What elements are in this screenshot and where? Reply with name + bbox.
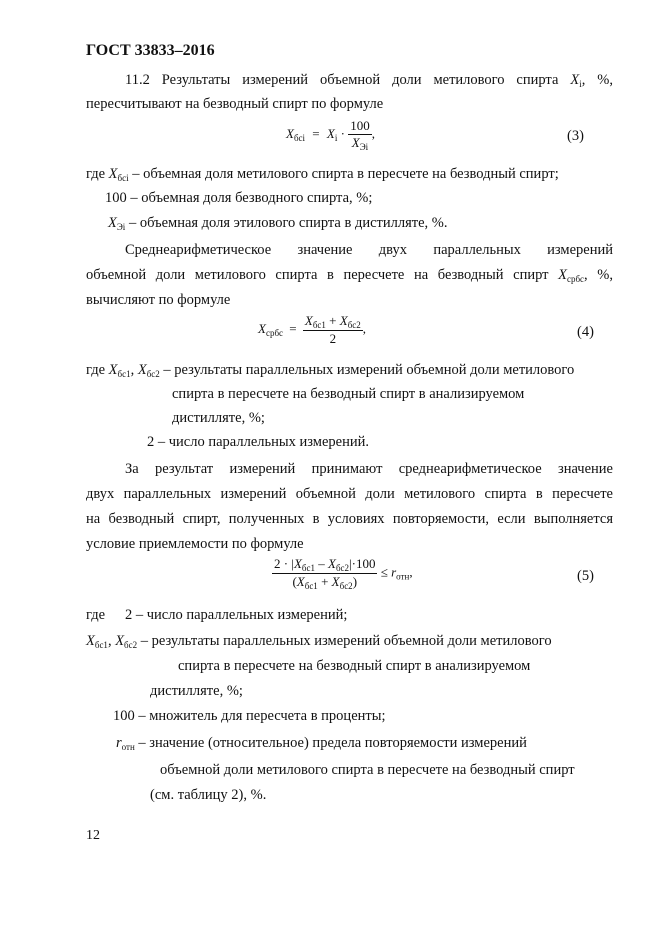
paragraph-result-line3: на безводный спирт, полученных в условиях повторяемости, если выполняется: [86, 511, 613, 527]
paragraph-mean-line2: объемной доли метилового спирта в пересчете на безводный спирт $X_{србс}$, %,: [86, 267, 613, 284]
text: , %,: [581, 72, 613, 88]
definition-r-otn-1: $r_{отн}$ – значение (относительное) предела повторяемости измерений: [116, 735, 527, 752]
equation-number-5: (5): [577, 568, 594, 584]
paragraph-mean-line3: вычисляют по формуле: [86, 292, 231, 308]
definition-where: где: [86, 607, 106, 623]
var-xi: $X_i$: [570, 72, 582, 89]
paragraph-result-line2: двух параллельных измерений объемной доли метилового спирта в пересчете: [86, 486, 613, 502]
definition-r-otn-3: (см. таблицу 2), %.: [150, 787, 267, 803]
definition-xbc-2: спирта в пересчете на безводный спирт в анализируемом: [172, 386, 525, 402]
definition-xbc-5-3: дистилляте, %;: [150, 683, 243, 699]
definition-xbc-5-2: спирта в пересчете на безводный спирт в анализируемом: [178, 658, 531, 674]
definition-xei: $X_{Эi}$ – объемная доля этилового спирта в дистилляте, %.: [108, 215, 448, 232]
equation-3: $X_{бci} = X_i$ · $\frac{100}{X_{Эi}}$ ,: [286, 118, 375, 152]
definition-xbci: где $X_{бci}$ – объемная доля метилового спирта в пересчете на безводный спирт;: [86, 166, 559, 183]
document-header: ГОСТ 33833–2016: [86, 42, 215, 59]
paragraph-mean-line1: Среднеарифметическое значение двух параллельных измерений: [125, 242, 613, 258]
definition-2-count: 2 – число параллельных измерений;: [125, 607, 348, 623]
paragraph-result-line4: условие приемлемости по формуле: [86, 536, 304, 552]
definition-r-otn-2: объемной доли метилового спирта в пересчете на безводный спирт: [160, 762, 575, 778]
page-number: 12: [86, 828, 100, 843]
paragraph-11-2-line1: [125, 70, 613, 94]
text: 11.2 Результаты измерений объемной доли метилового спирта: [125, 72, 559, 88]
definition-100: 100 – объемная доля безводного спирта, %;: [105, 190, 373, 206]
definition-2: 2 – число параллельных измерений.: [147, 434, 369, 450]
definition-xbc-3: дистилляте, %;: [172, 410, 265, 426]
paragraph-result-line1: За результат измерений принимают среднеарифметическое значение: [125, 461, 613, 477]
equation-number-4: (4): [577, 324, 594, 340]
paragraph-11-2-line2: пересчитывают на безводный спирт по формуле: [86, 96, 384, 112]
equation-4: $X_{србс}$ = $\frac{X_{бс1} + X_{бс2}}{2}$ ,: [258, 313, 367, 346]
equation-5: $\frac{2 \cdot |X_{бс1} - X_{бс2}|\cdot 100}{(X_{бс1} + X_{бс2})}$ ≤ $r_{отн}$,: [274, 556, 413, 591]
definition-xbc-5-1: $X_{бс1}$, $X_{бс2}$ – результаты параллельных измерений объемной доли метилового: [86, 633, 552, 650]
definition-100-multiplier: 100 – множитель для пересчета в проценты;: [113, 708, 386, 724]
equation-number-3: (3): [567, 128, 584, 144]
definition-xbc-1: где $X_{бс1}$, $X_{бс2}$ – результаты параллельных измерений объемной доли метилового: [86, 362, 575, 379]
